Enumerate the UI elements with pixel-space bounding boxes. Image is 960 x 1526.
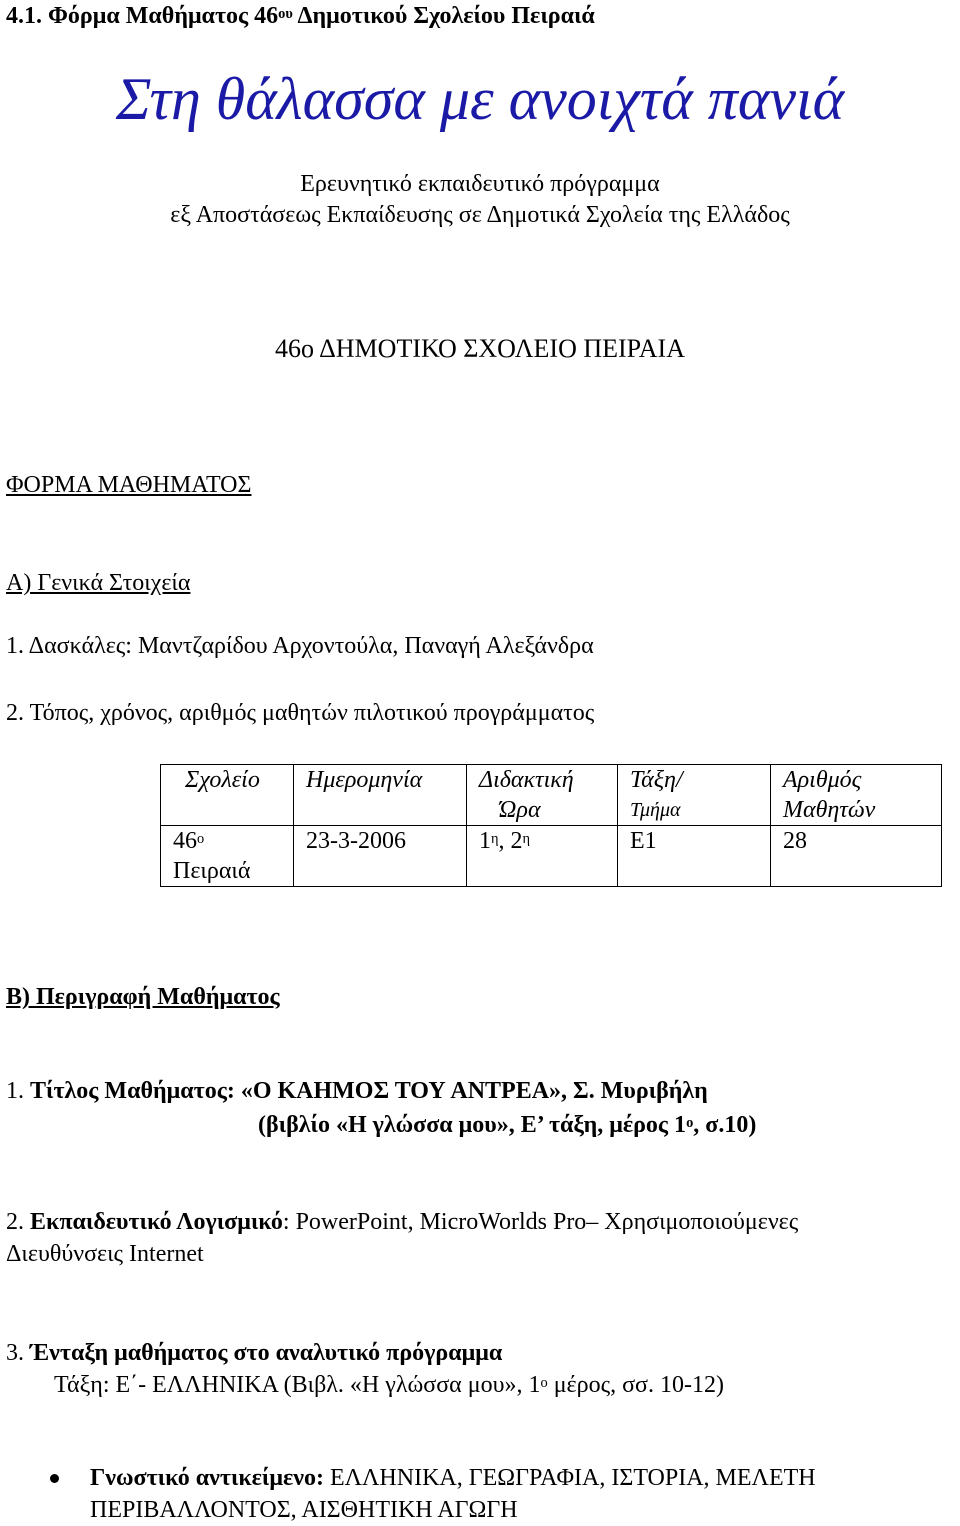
cell-school: $46^o$ Πειραιά [161, 826, 294, 887]
bullet-dot [50, 1474, 59, 1483]
form-label: ΦΟΡΜΑ ΜΑΘΗΜΑΤΟΣ [6, 472, 252, 498]
header-students: Αριθμός Μαθητών [771, 765, 942, 826]
subtitle-program: Ερευνητικό εκπαιδευτικό πρόγραμμα [300, 171, 660, 197]
cell-date: 23-3-2006 [294, 826, 467, 887]
section-b-heading: Β) Περιγραφή Μαθήματος [6, 984, 280, 1010]
lesson-book-line: (βιβλίο «Η γλώσσα μου», Ε’ τάξη, μέρος $1^o$, σ.10) [258, 1112, 757, 1138]
lesson-title-line: 1. Τίτλος Μαθήματος: «Ο ΚΑΗΜΟΣ ΤΟΥ ΑΝΤΡΕΑ», Σ. Μυριβήλη [6, 1078, 708, 1104]
subject-line: Γνωστικό αντικείμενο: ΕΛΛΗΝΙΚΑ, ΓΕΩΓΡΑΦΙΑ, ΙΣΤΟΡΙΑ, ΜΕΛΕΤΗ [90, 1465, 816, 1491]
program-info-table [160, 764, 942, 887]
school-name: 46ο ΔΗΜΟΤΙΚΟ ΣΧΟΛΕΙΟ ΠΕΙΡΑΙΑ [275, 334, 685, 363]
cell-class: Ε1 [618, 826, 771, 887]
page-header: 4.1. Φόρμα Μαθήματος $46^{o\upsilon}$ Δημοτικού Σχολείου Πειραιά [6, 3, 595, 29]
table-row [161, 826, 942, 887]
software-line: 2. Εκπαιδευτικό Λογισμικό: PowerPoint, MicroWorlds Pro– Χρησιμοποιούμενες [6, 1209, 799, 1235]
place-time-line: 2. Τόπος, χρόνος, αριθμός μαθητών πιλοτικού προγράμματος [6, 700, 595, 726]
software-line-2: Διευθύνσεις Internet [6, 1241, 204, 1267]
header-teaching-hour: Διδακτική Ώρα [467, 765, 618, 826]
subject-line-2: ΠΕΡΙΒΑΛΛΟΝΤΟΣ, ΑΙΣΘΗΤΙΚΗ ΑΓΩΓΗ [90, 1497, 518, 1523]
curriculum-line: 3. Ένταξη μαθήματος στο αναλυτικό πρόγραμμα [6, 1340, 503, 1366]
header-class: Τάξη/ Τμήμα [618, 765, 771, 826]
document-title: Στη θάλασσα με ανοιχτά πανιά [115, 66, 845, 132]
cell-students: 28 [771, 826, 942, 887]
subtitle-distance-education: εξ Αποστάσεως Εκπαίδευσης σε Δημοτικά Σχολεία της Ελλάδος [170, 202, 790, 228]
table-header-row [161, 765, 942, 826]
section-a-heading: Α) Γενικά Στοιχεία [6, 570, 191, 596]
header-date: Ημερομηνία [294, 765, 467, 826]
teachers-line: 1. Δασκάλες: Μαντζαρίδου Αρχοντούλα, Παναγή Αλεξάνδρα [6, 633, 594, 659]
curriculum-class-line: Τάξη: Ε΄- ΕΛΛΗΝΙΚΑ (Βιβλ. «Η γλώσσα μου», $1^o$ μέρος, σσ. 10-12) [54, 1372, 724, 1398]
header-school: Σχολείο [161, 765, 294, 826]
cell-hours: $1^\eta$, $2^\eta$ [467, 826, 618, 887]
